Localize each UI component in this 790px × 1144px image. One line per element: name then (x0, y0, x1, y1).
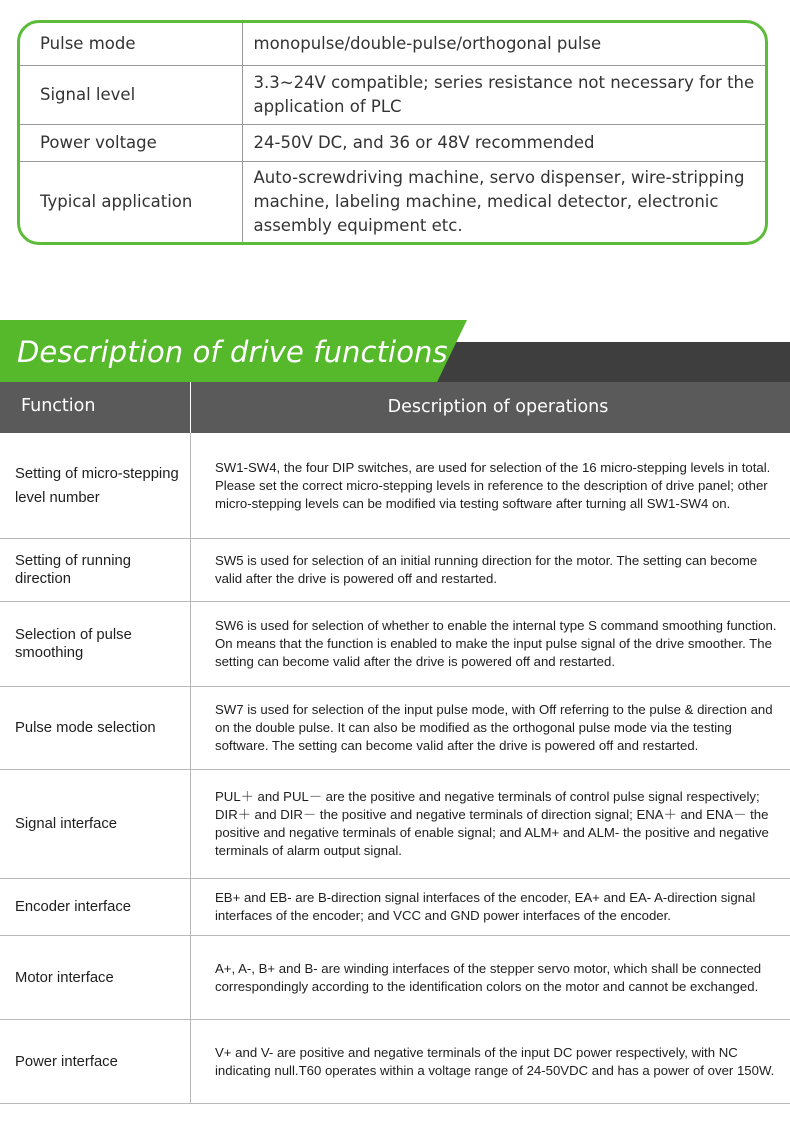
function-name: Encoder interface (0, 879, 191, 935)
table-row (0, 433, 790, 539)
spec-row (20, 23, 765, 65)
section-title: Description of drive functions (17, 335, 448, 369)
function-name: Selection of pulse smoothing (0, 602, 191, 686)
table-row (0, 770, 790, 879)
spec-table-frame (17, 20, 768, 245)
function-description: SW1-SW4, the four DIP switches, are used for selection of the 16 micro-stepping levels in total. Please set the correct micro-stepping levels in reference to the description of drive panel; other micro-stepping levels can be modified via testing software after turning all SW1-SW4 on. (215, 459, 771, 511)
function-name: Setting of running direction (0, 539, 191, 601)
header-description: Description of operations (387, 397, 609, 417)
function-description: SW6 is used for selection of whether to enable the internal type S command smoothing function. On means that the function is enabled to make the input pulse signal of the drive smoother. The setting can become valid after the drive is powered off and restarted. (215, 618, 777, 669)
spec-label: Power voltage (20, 124, 242, 161)
spec-value: Auto-screwdriving machine, servo dispenser, wire-stripping machine, labeling machine, medical detector, electronic assembly equipment etc. (253, 167, 745, 235)
functions-table-body (0, 433, 790, 1104)
spec-label: Typical application (20, 161, 242, 242)
spec-value: monopulse/double-pulse/orthogonal pulse (242, 23, 765, 65)
spec-label: Signal level (20, 65, 242, 124)
spec-row (20, 161, 765, 242)
header-function: Function (0, 382, 191, 433)
table-row (0, 936, 790, 1020)
functions-table-header (0, 382, 790, 433)
spec-label: Pulse mode (20, 23, 242, 65)
function-name: Setting of micro-stepping level number (0, 433, 191, 538)
table-row (0, 1020, 790, 1104)
table-row (0, 539, 790, 602)
spec-value: 24-50V DC, and 36 or 48V recommended (242, 124, 765, 161)
function-name: Power interface (0, 1020, 191, 1103)
function-description: A+, A-, B+ and B- are winding interfaces of the stepper servo motor, which shall be connected correspondingly according to the identification colors on the motor and cannot be exchanged. (215, 960, 762, 994)
spec-row (20, 124, 765, 161)
function-name: Signal interface (0, 770, 191, 878)
spec-row (20, 65, 765, 124)
spec-table (20, 23, 765, 242)
function-description: EB+ and EB- are B-direction signal interfaces of the encoder, EA+ and EA- A-direction signal interfaces of the encoder; and VCC and GND power interfaces of the encoder. (215, 890, 756, 923)
function-description: SW7 is used for selection of the input pulse mode, with Off referring to the pulse & direction and on the double pulse. It can also be modified as the orthogonal pulse mode via the testing software. The setting can become valid after the drive is powered off and restarted. (215, 702, 773, 753)
function-description: PUL＋ and PUL－ are the positive and negative terminals of control pulse signal respectively; DIR＋ and DIR－ the positive and negative terminals of direction signal; ENA＋ and ENA－ the positive and negative terminals of enable signal; and ALM+ and ALM- the positive and negative terminals of alarm output signal. (215, 789, 769, 858)
function-description: V+ and V- are positive and negative terminals of the input DC power respectively, with NC indicating null.T60 operates within a voltage range of 24-50VDC and has a power of over 150W. (215, 1044, 775, 1078)
spec-value: 3.3~24V compatible; series resistance not necessary for the application of PLC (242, 65, 765, 124)
table-row (0, 687, 790, 770)
function-description: SW5 is used for selection of an initial running direction for the motor. The setting can become valid after the drive is powered off and restarted. (215, 553, 758, 586)
function-name: Pulse mode selection (0, 687, 191, 769)
table-row (0, 602, 790, 687)
function-name: Motor interface (0, 936, 191, 1019)
table-row (0, 879, 790, 936)
